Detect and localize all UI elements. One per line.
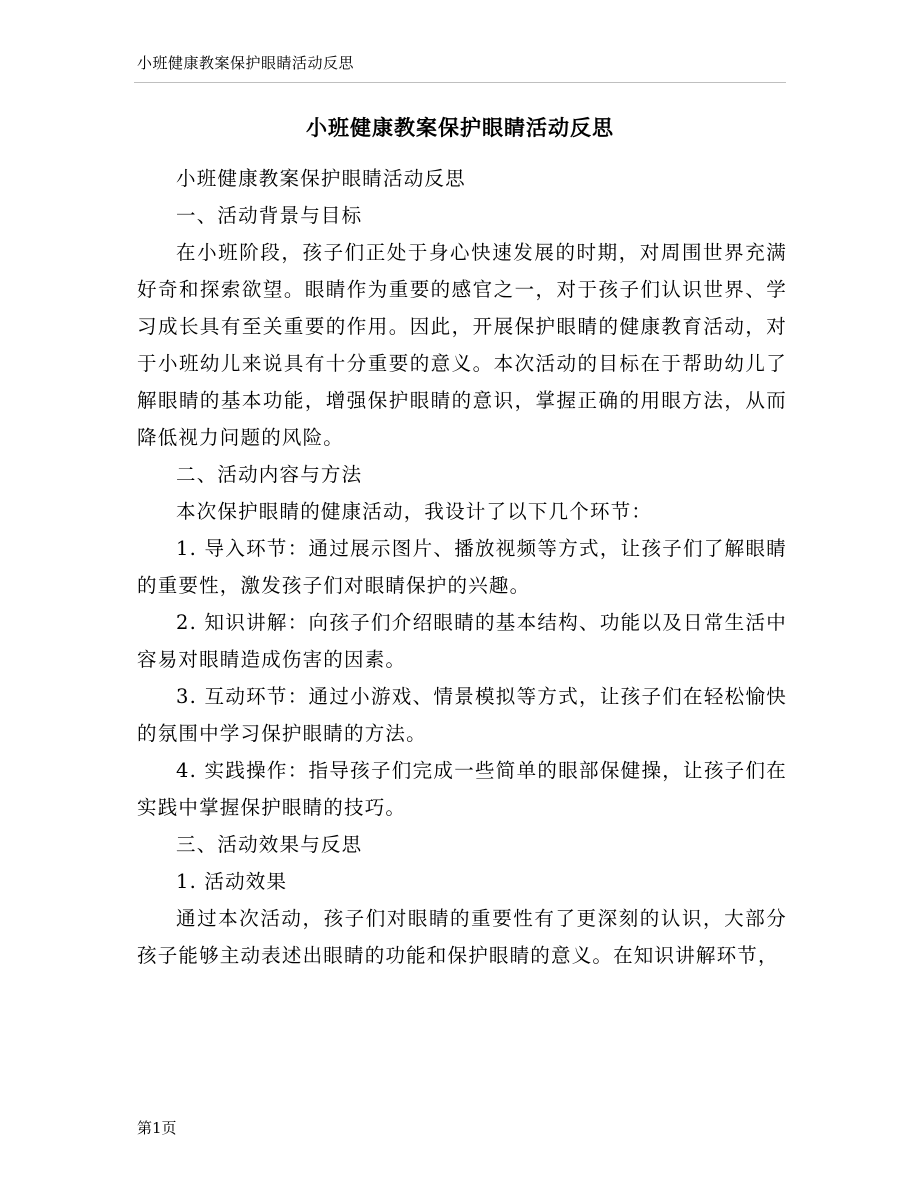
document-title: 小班健康教案保护眼睛活动反思	[306, 116, 614, 140]
section-heading-3: 三、活动效果与反思	[176, 833, 363, 856]
list-item-3: 3. 互动环节：通过小游戏、情景模拟等方式，让孩子们在轻松愉快的氛围中学习保护眼睛的方法。	[137, 685, 787, 745]
header-divider	[134, 82, 786, 83]
paragraph-effect: 通过本次活动，孩子们对眼睛的重要性有了更深刻的认识，大部分孩子能够主动表述出眼睛的功能和保护眼睛的意义。在知识讲解环节，	[137, 907, 787, 967]
paragraph-design-intro: 本次保护眼睛的健康活动，我设计了以下几个环节：	[176, 500, 653, 523]
paragraph-background: 在小班阶段，孩子们正处于身心快速发展的时期，对周围世界充满好奇和探索欲望。眼睛作为重要的感官之一，对于孩子们认识世界、学习成长具有至关重要的作用。因此，开展保护眼睛的健康教育活动，对于小班幼儿来说具有十分重要的意义。本次活动的目标在于帮助幼儿了解眼睛的基本功能，增强保护眼睛的意识，掌握正确的用眼方法，从而降低视力问题的风险。	[137, 241, 787, 449]
list-item-1: 1. 导入环节：通过展示图片、播放视频等方式，让孩子们了解眼睛的重要性，激发孩子们对眼睛保护的兴趣。	[137, 537, 787, 597]
page-header: 小班健康教案保护眼睛活动反思	[137, 54, 355, 72]
section-heading-1: 一、活动背景与目标	[176, 204, 363, 227]
paragraph-intro: 小班健康教案保护眼睛活动反思	[176, 167, 466, 190]
page-footer: 第1页	[137, 1119, 177, 1137]
document-body	[137, 160, 787, 974]
subsection-heading-effect: 1. 活动效果	[176, 870, 288, 893]
section-heading-2: 二、活动内容与方法	[176, 463, 363, 486]
list-item-4: 4. 实践操作：指导孩子们完成一些简单的眼部保健操，让孩子们在实践中掌握保护眼睛的技巧。	[137, 759, 787, 819]
list-item-2: 2. 知识讲解：向孩子们介绍眼睛的基本结构、功能以及日常生活中容易对眼睛造成伤害的因素。	[137, 611, 787, 671]
